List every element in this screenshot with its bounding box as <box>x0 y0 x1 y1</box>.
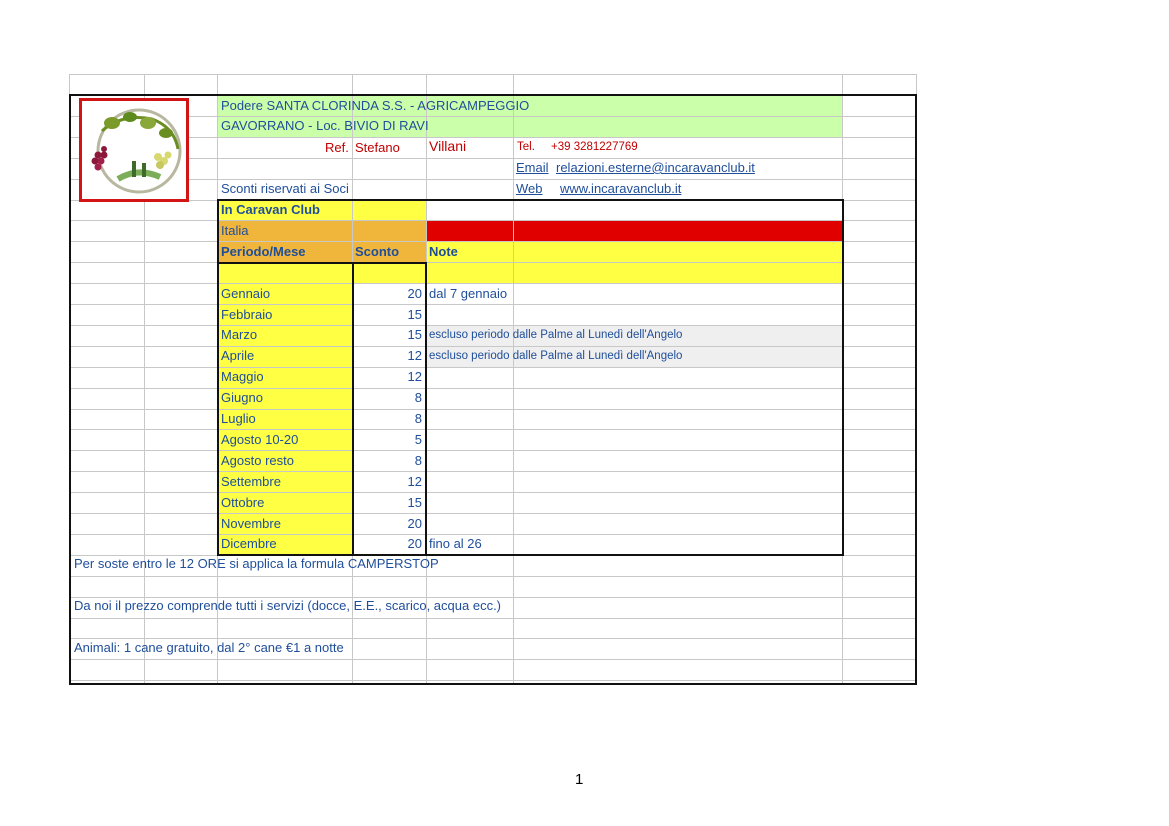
discount-cell: 15 <box>407 306 422 322</box>
header-discount: Sconto <box>355 244 400 259</box>
discount-cell: 15 <box>407 494 422 510</box>
note-cell: escluso periodo dalle Palme al Lunedì dell'Angelo <box>429 329 683 342</box>
referent-label: Ref. <box>325 140 349 155</box>
discount-cell: 20 <box>407 285 422 301</box>
period-cell: Giugno <box>221 390 263 406</box>
note-cell: fino al 26 <box>429 536 482 552</box>
year-label: 2026 <box>476 202 505 217</box>
tel-label: Tel. <box>517 141 535 153</box>
period-cell: Febbraio <box>221 306 273 322</box>
logo-image <box>79 98 189 202</box>
row-line <box>69 74 917 75</box>
period-cell: Settembre <box>221 473 281 489</box>
discount-cell: 8 <box>414 452 422 468</box>
club-name: In Caravan Club <box>221 202 320 217</box>
period-cell: Dicembre <box>221 536 277 552</box>
period-cell: Agosto resto <box>221 452 294 468</box>
period-cell: Agosto 10-20 <box>221 431 299 447</box>
discount-cell: 5 <box>414 431 422 447</box>
services-note: Da noi il prezzo comprende tutti i servizi (docce, E.E., scarico, acqua ecc.) <box>74 598 502 613</box>
referent-last-name: Villani <box>429 138 467 154</box>
animals-note: Animali: 1 cane gratuito, dal 2° cane €1 a notte <box>74 640 344 655</box>
camperstop-note: Per soste entro le 12 ORE si applica la formula CAMPERSTOP <box>74 556 439 571</box>
discount-cell: 20 <box>407 515 422 531</box>
period-cell: Luglio <box>221 411 256 426</box>
spreadsheet-page <box>69 74 917 685</box>
discount-cell: 12 <box>407 369 422 385</box>
period-cell: Gennaio <box>221 285 271 301</box>
note-cell: dal 7 gennaio <box>429 285 508 301</box>
discount-cell: 8 <box>414 390 422 406</box>
country-label: Italia <box>221 223 249 238</box>
header-period: Periodo/Mese <box>221 244 306 259</box>
period-cell: Novembre <box>221 515 281 531</box>
web-label[interactable]: Web <box>516 181 543 196</box>
web-link[interactable]: www.incaravanclub.it <box>560 181 682 196</box>
discount-cell: 12 <box>407 348 422 364</box>
discount-cell: 20 <box>407 536 422 552</box>
referent-first-name: Stefano <box>355 140 400 155</box>
discount-cell: 12 <box>407 473 422 489</box>
farm-name: Podere SANTA CLORINDA S.S. - AGRICAMPEGGIO <box>221 98 530 113</box>
header-note: Note <box>429 244 458 259</box>
page-number: 1 <box>575 771 584 788</box>
farm-location: GAVORRANO - Loc. BIVIO DI RAVI <box>221 118 429 133</box>
period-cell: Ottobre <box>221 494 265 510</box>
email-link[interactable]: relazioni.esterne@incaravanclub.it <box>556 160 755 175</box>
grape-vine-logo-icon <box>82 101 186 199</box>
period-cell: Marzo <box>221 327 258 343</box>
reserved-discounts-label: Sconti riservati ai Soci <box>221 181 349 196</box>
period-cell: Aprile <box>221 348 255 364</box>
discount-cell: 8 <box>414 411 422 426</box>
tel-value: +39 3281227769 <box>551 141 638 153</box>
period-cell: Maggio <box>221 369 264 385</box>
note-cell: escluso periodo dalle Palme al Lunedì dell'Angelo <box>429 350 683 363</box>
email-label[interactable]: Email <box>516 160 549 175</box>
discount-cell: 15 <box>407 327 422 343</box>
